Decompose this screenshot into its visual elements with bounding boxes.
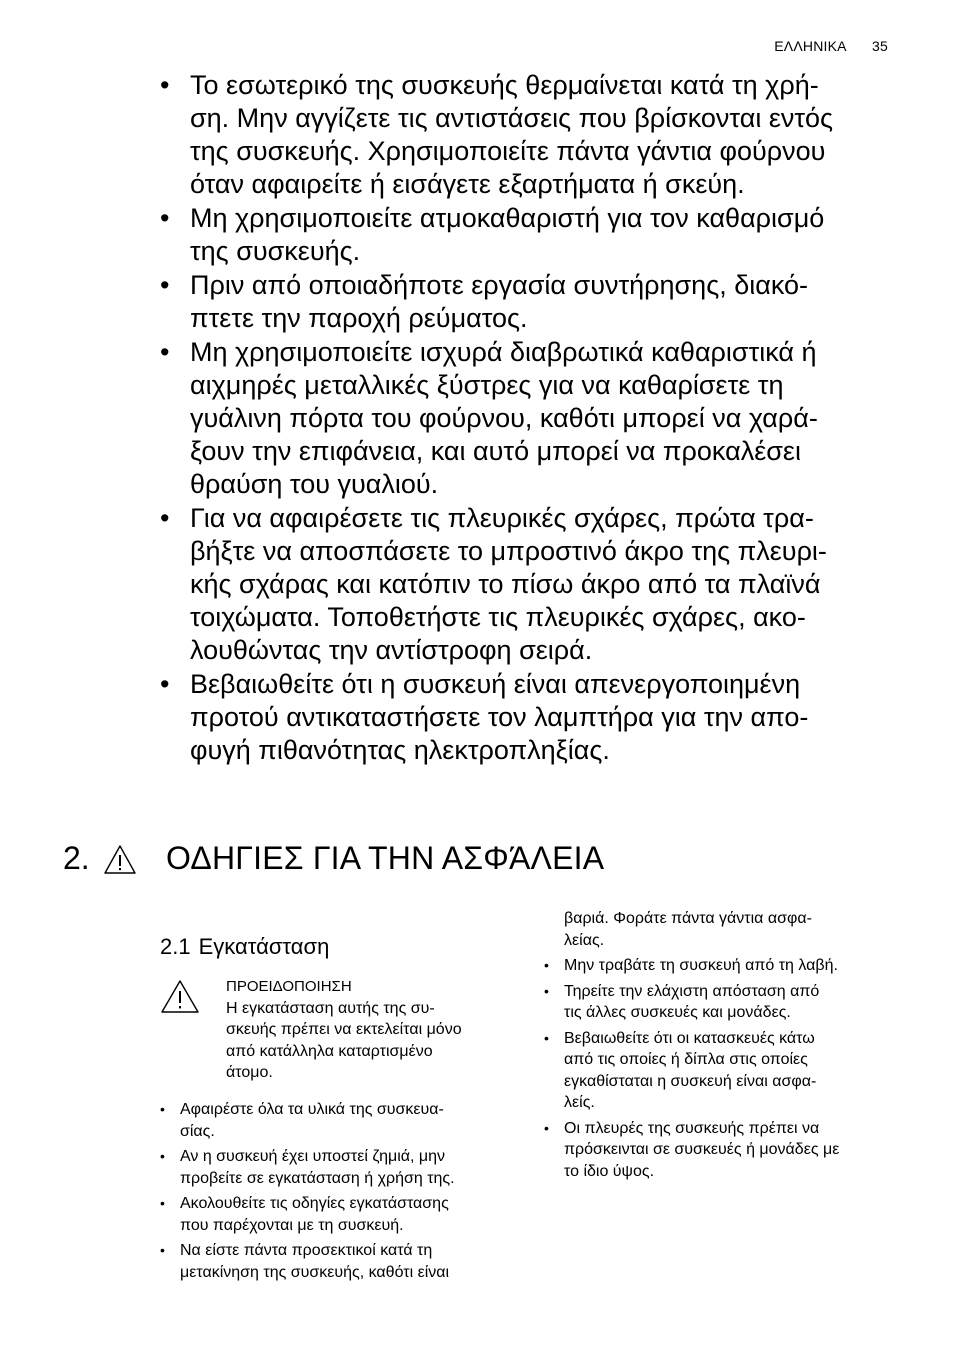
section-title: ΟΔΗΓΙΕΣ ΓΙΑ ΤΗΝ ΑΣΦΆΛΕΙΑ (166, 840, 605, 876)
installation-bullet-list-left (160, 1099, 520, 1287)
warning-title: ΠΡΟΕΙΔΟΠΟΙΗΣΗ (226, 978, 352, 995)
warning-triangle-icon (103, 844, 137, 881)
section-number: 2. (63, 840, 90, 876)
bullet-icon: • (160, 1195, 165, 1211)
bullet-icon: • (544, 1029, 549, 1046)
bullet-icon: • (160, 503, 170, 533)
installation-bullet-list-right (544, 955, 904, 1186)
subsection-number: 2.1 (160, 934, 191, 959)
list-item: • Αν η συσκευή έχει υποστεί ζημιά, μην προβείτε σε εγκατάσταση ή χρήση της. (160, 1148, 455, 1187)
safety-bullet-list (158, 69, 898, 768)
bullet-icon: • (160, 669, 170, 699)
bullet-icon: • (544, 957, 549, 973)
bullet-icon: • (160, 270, 170, 300)
bullet-icon: • (160, 203, 170, 233)
subsection-title: Εγκατάσταση (198, 934, 330, 959)
warning-notice (226, 976, 516, 1084)
list-item: • Βεβαιωθείτε ότι η συσκευή είναι απενεργοποιημένη προτού αντικαταστήσετε τον λαμπτήρα για την απο- φυγή πιθανότητας ηλεκτροπληξίας. (160, 669, 809, 765)
list-item: • Οι πλευρές της συσκευής πρέπει να πρόσκεινται σε συσκευές ή μονάδες με το ίδιο ύψος. (544, 1119, 840, 1180)
section-heading (63, 838, 893, 888)
list-item: • Αφαιρέστε όλα τα υλικά της συσκευα- σίας. (160, 1101, 444, 1140)
list-item: • Μη χρησιμοποιείτε ατμοκαθαριστή για τον καθαρισμό της συσκευής. (160, 203, 825, 266)
list-item: • Ακολουθείτε τις οδηγίες εγκατάστασης που παρέχονται με τη συσκευή. (160, 1195, 449, 1234)
bullet-icon: • (160, 1242, 165, 1258)
bullet-icon: • (160, 337, 170, 367)
bullet-icon: • (544, 982, 549, 999)
list-item: • Μη χρησιμοποιείτε ισχυρά διαβρωτικά καθαριστικά ή αιχμηρές μεταλλικές ξύστρες για να καθαρίσετε τη γυάλινη πόρτα του φούρνου, καθότι μπορεί να χαρά- ξουν την επιφάνεια, και αυτό μπορεί να προκαλέσει θραύση του γυαλιού. (160, 337, 818, 499)
list-item: • Το εσωτερικό της συσκευής θερμαίνεται κατά τη χρή- ση. Μην αγγίζετε τις αντιστάσεις που βρίσκονται εντός της συσκευής. Χρησιμοποιείτε πάντα γάντια φούρνου όταν αφαιρείτε ή εισάγετε εξαρτήματα ή σκεύη. (160, 70, 834, 199)
list-item: • Τηρείτε την ελάχιστη απόσταση από τις άλλες συσκευές και μονάδες. (544, 982, 820, 1021)
list-item: • Βεβαιωθείτε ότι οι κατασκευές κάτω από τις οποίες ή δίπλα στις οποίες εγκαθίσταται η συσκευή είναι ασφα- λείς. (544, 1029, 817, 1111)
continued-bullet-text: βαριά. Φοράτε πάντα γάντια ασφα- λείας. (564, 910, 812, 949)
warning-body: Η εγκατάσταση αυτής της συ- σκευής πρέπει να εκτελείται μόνο από κατάλληλα καταρτισμένο άτομο. (226, 999, 462, 1082)
list-item: • Πριν από οποιαδήποτε εργασία συντήρησης, διακό- πτετε την παροχή ρεύματος. (160, 270, 809, 333)
header-language: ΕΛΛΗΝΙΚΑ (774, 38, 846, 54)
page-header (774, 38, 888, 54)
bullet-icon: • (160, 1101, 165, 1117)
bullet-icon: • (544, 1119, 549, 1136)
page-number: 35 (872, 38, 888, 54)
bullet-icon: • (160, 70, 170, 100)
list-item: • Για να αφαιρέσετε τις πλευρικές σχάρες, πρώτα τρα- βήξτε να αποσπάσετε το μπροστινό άκρο της πλευρι- κής σχάρας και κατόπιν το πίσω άκρο από τα πλαϊνά τοιχώματα. Τοποθετήστε τις πλευρικές σχάρες, ακο- λουθώντας την αντίστροφη σειρά. (160, 503, 827, 665)
bullet-icon: • (160, 1148, 165, 1164)
list-item: • Να είστε πάντα προσεκτικοί κατά τη μετακίνηση της συσκευής, καθότι είναι (160, 1242, 450, 1281)
subsection-heading (160, 934, 329, 960)
warning-triangle-icon (160, 979, 200, 1020)
list-item: • Μην τραβάτε τη συσκευή από τη λαβή. (544, 955, 904, 977)
